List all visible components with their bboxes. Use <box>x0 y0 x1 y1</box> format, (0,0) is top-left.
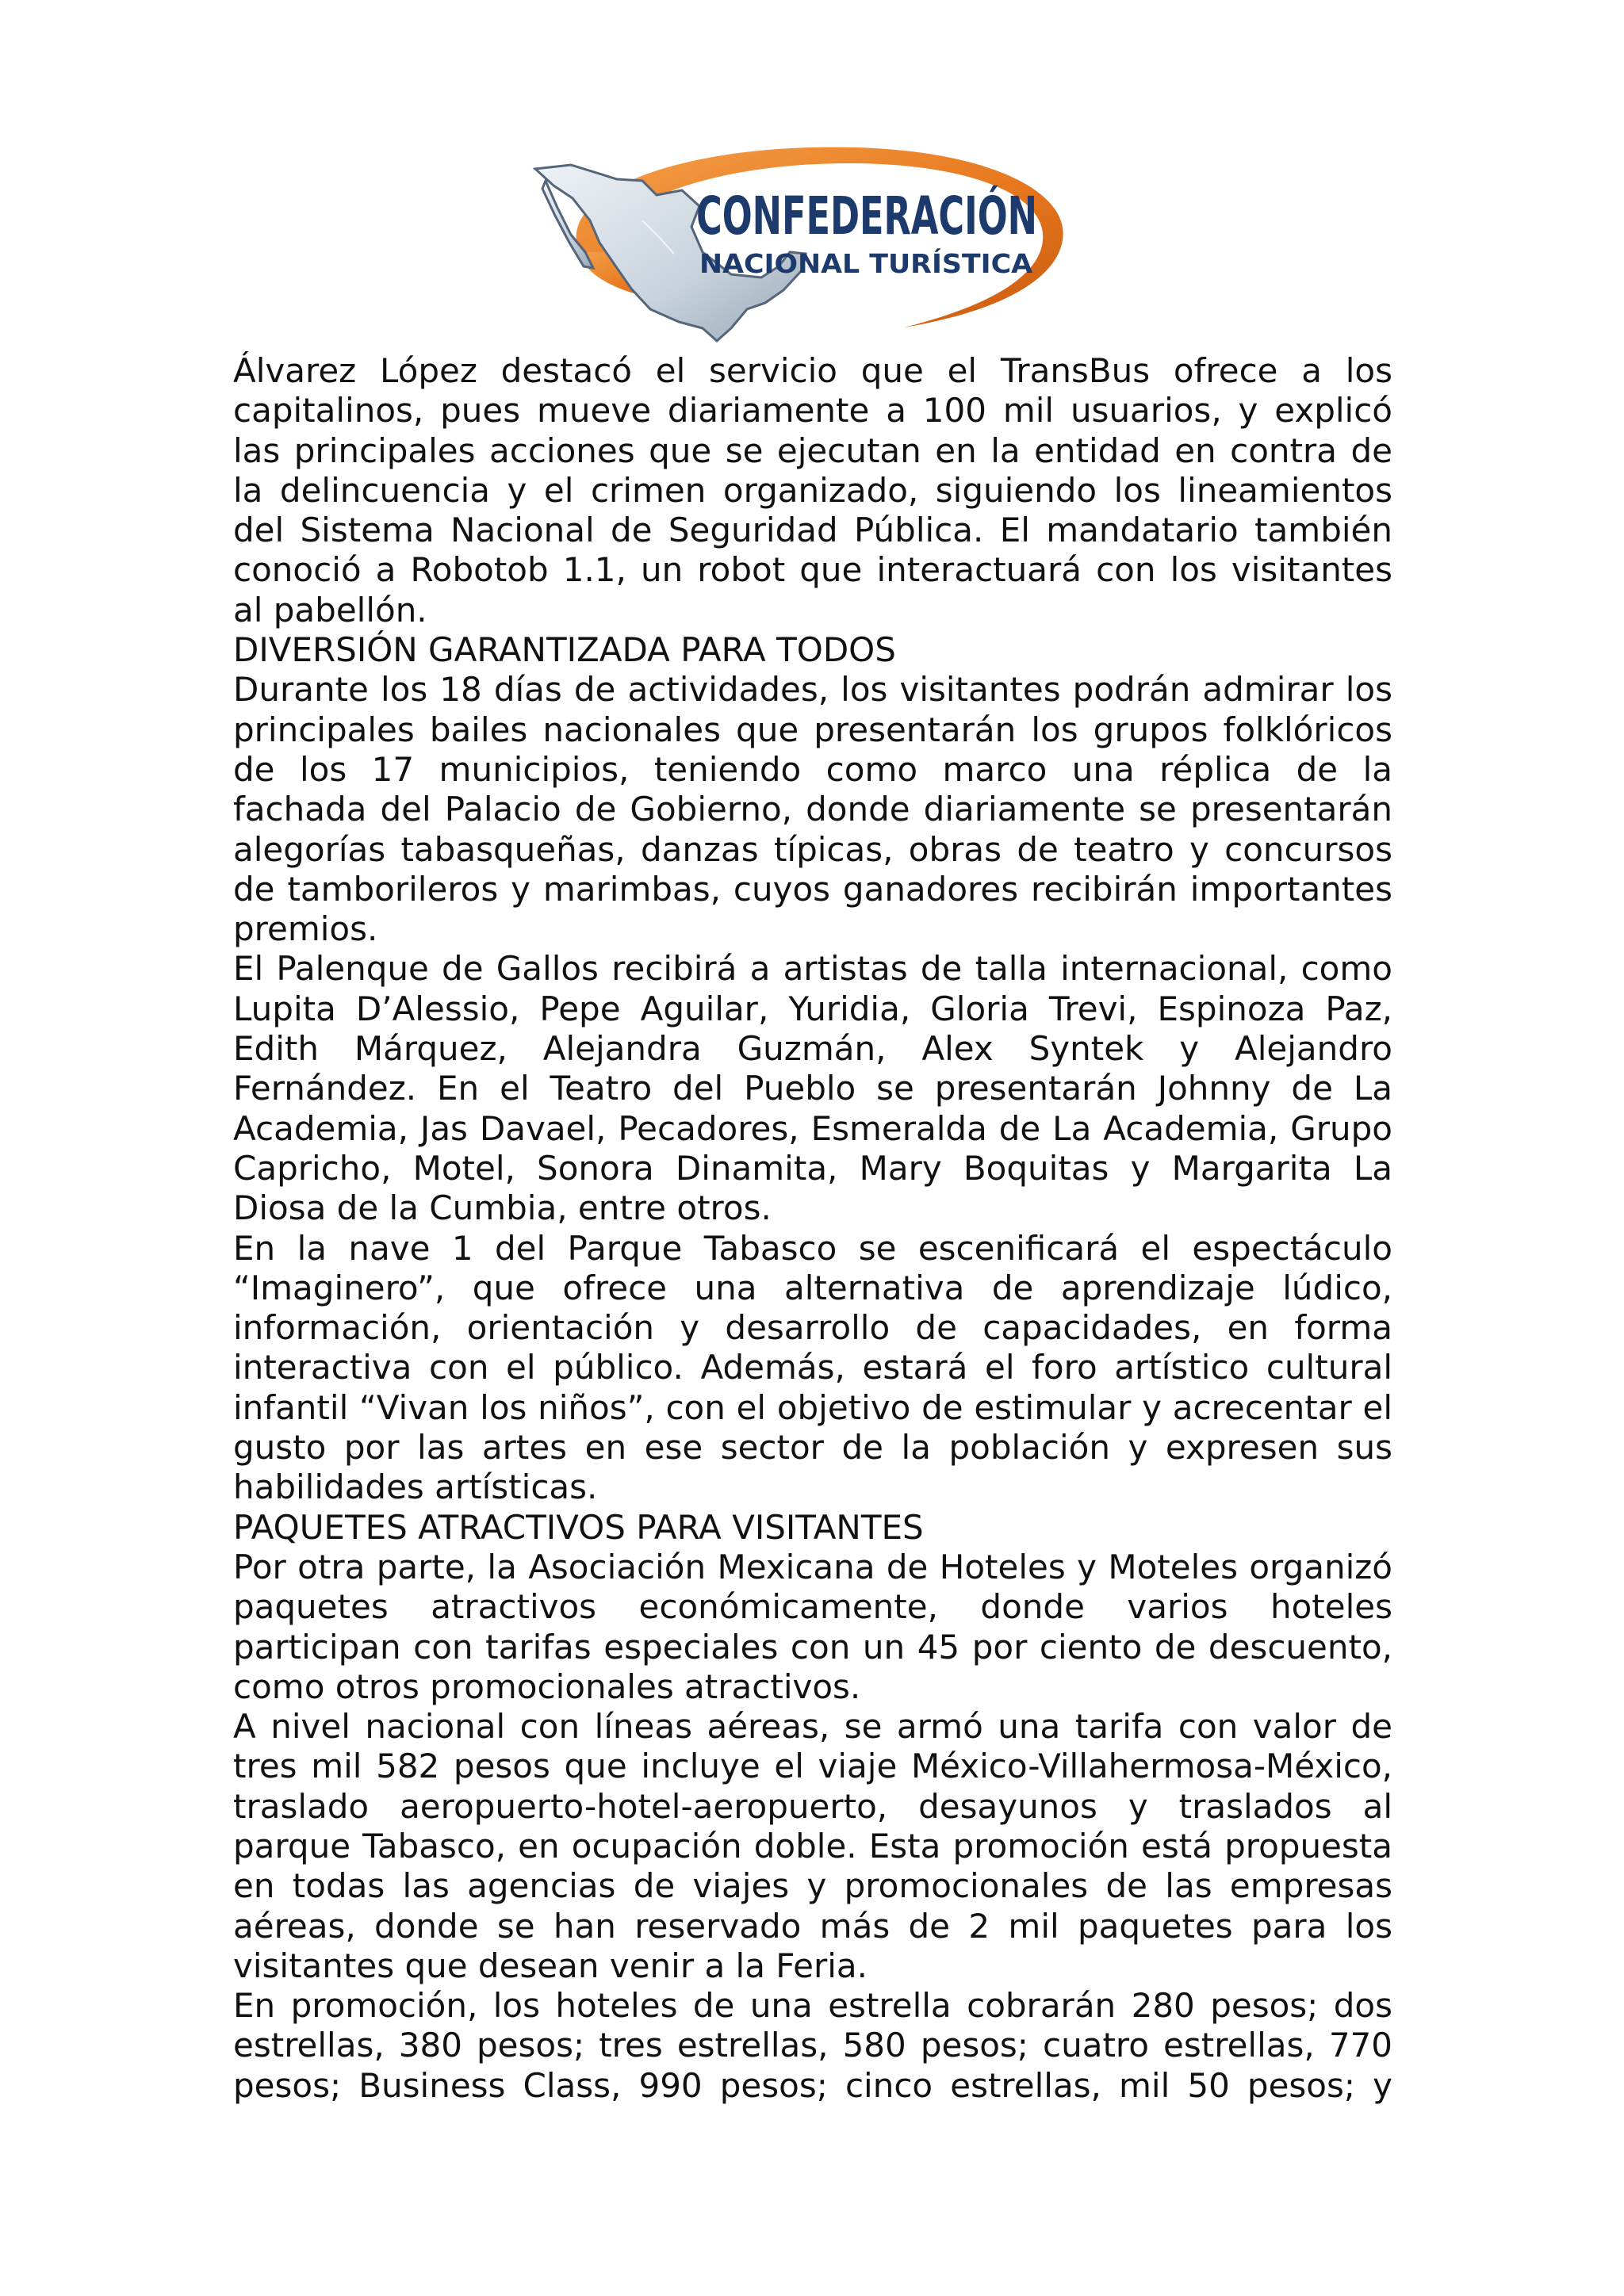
paragraph-tarifa-aerea: A nivel nacional con líneas aéreas, se armó una tarifa con valor de tres mil 582 pesos que incluye el viaje México-Villahermosa-México, traslado aeropuerto-hotel-aeropuerto, desayunos y traslados al parque Tabasco, en ocupación doble. Esta promoción está propuesta en todas las agencias de viajes y promocionales de las empresas aéreas, donde se han reservado más de 2 mil paquetes para los visitantes que desean venir a la Feria. <box>233 1707 1392 1985</box>
paragraph-transbus: Álvarez López destacó el servicio que el TransBus ofrece a los capitalinos, pues mueve diariamente a 100 mil usuarios, y explicó las principales acciones que se ejecutan en la entidad en contra de la delincuencia y el crimen organizado, siguiendo los lineamientos del Sistema Nacional de Seguridad Pública. El mandatario también conoció a Robotob 1.1, un robot que interactuará con los visitantes al pabellón. <box>233 351 1392 629</box>
section-heading-diversion: DIVERSIÓN GARANTIZADA PARA TODOS <box>233 630 896 670</box>
article-body <box>233 351 1392 2106</box>
paragraph-imaginero: En la nave 1 del Parque Tabasco se escenificará el espectáculo “Imaginero”, que ofrece una alternativa de aprendizaje lúdico, información, orientación y desarrollo de capacidades, en forma interactiva con el público. Además, estará el foro artístico cultural infantil “Vivan los niños”, con el objetivo de estimular y acrecentar el gusto por las artes en ese sector de la población y expresen sus habilidades artísticas. <box>233 1228 1392 1507</box>
paragraph-palenque: El Palenque de Gallos recibirá a artistas de talla internacional, como Lupita D’Alessio, Pepe Aguilar, Yuridia, Gloria Trevi, Espinoza Paz, Edith Márquez, Alejandra Guzmán, Alex Syntek y Alejandro Fernández. En el Teatro del Pueblo se presentarán Johnny de La Academia, Jas Davael, Pecadores, Esmeralda de La Academia, Grupo Capricho, Motel, Sonora Dinamita, Mary Boquitas y Margarita La Diosa de la Cumbia, entre otros. <box>233 949 1392 1228</box>
paragraph-promocion: En promoción, los hoteles de una estrella cobrarán 280 pesos; dos estrellas, 380 pesos; tres estrellas, 580 pesos; cuatro estrellas, 770 pesos; Business Class, 990 pesos; cinco estrellas, mil 50 pesos; y <box>233 1986 1392 2105</box>
section-heading-paquetes: PAQUETES ATRACTIVOS PARA VISITANTES <box>233 1507 924 1547</box>
paragraph-actividades: Durante los 18 días de actividades, los visitantes podrán admirar los principales bailes nacionales que presentarán los grupos folklóricos de los 17 municipios, teniendo como marco una réplica de la fachada del Palacio de Gobierno, donde diariamente se presentarán alegorías tabasqueñas, danzas típicas, obras de teatro y concursos de tamborileros y marimbas, cuyos ganadores recibirán importantes premios. <box>233 670 1392 949</box>
paragraph-hoteles: Por otra parte, la Asociación Mexicana de Hoteles y Moteles organizó paquetes atractivos económicamente, donde varios hoteles participan con tarifas especiales con un 45 por ciento de descuento, como otros promocionales atractivos. <box>233 1547 1392 1706</box>
confederacion-logo <box>523 133 1078 347</box>
logo-subtitle: NACIONAL TURÍSTICA <box>699 248 1016 279</box>
logo-title: CONFEDERACIÓN <box>696 186 1037 247</box>
